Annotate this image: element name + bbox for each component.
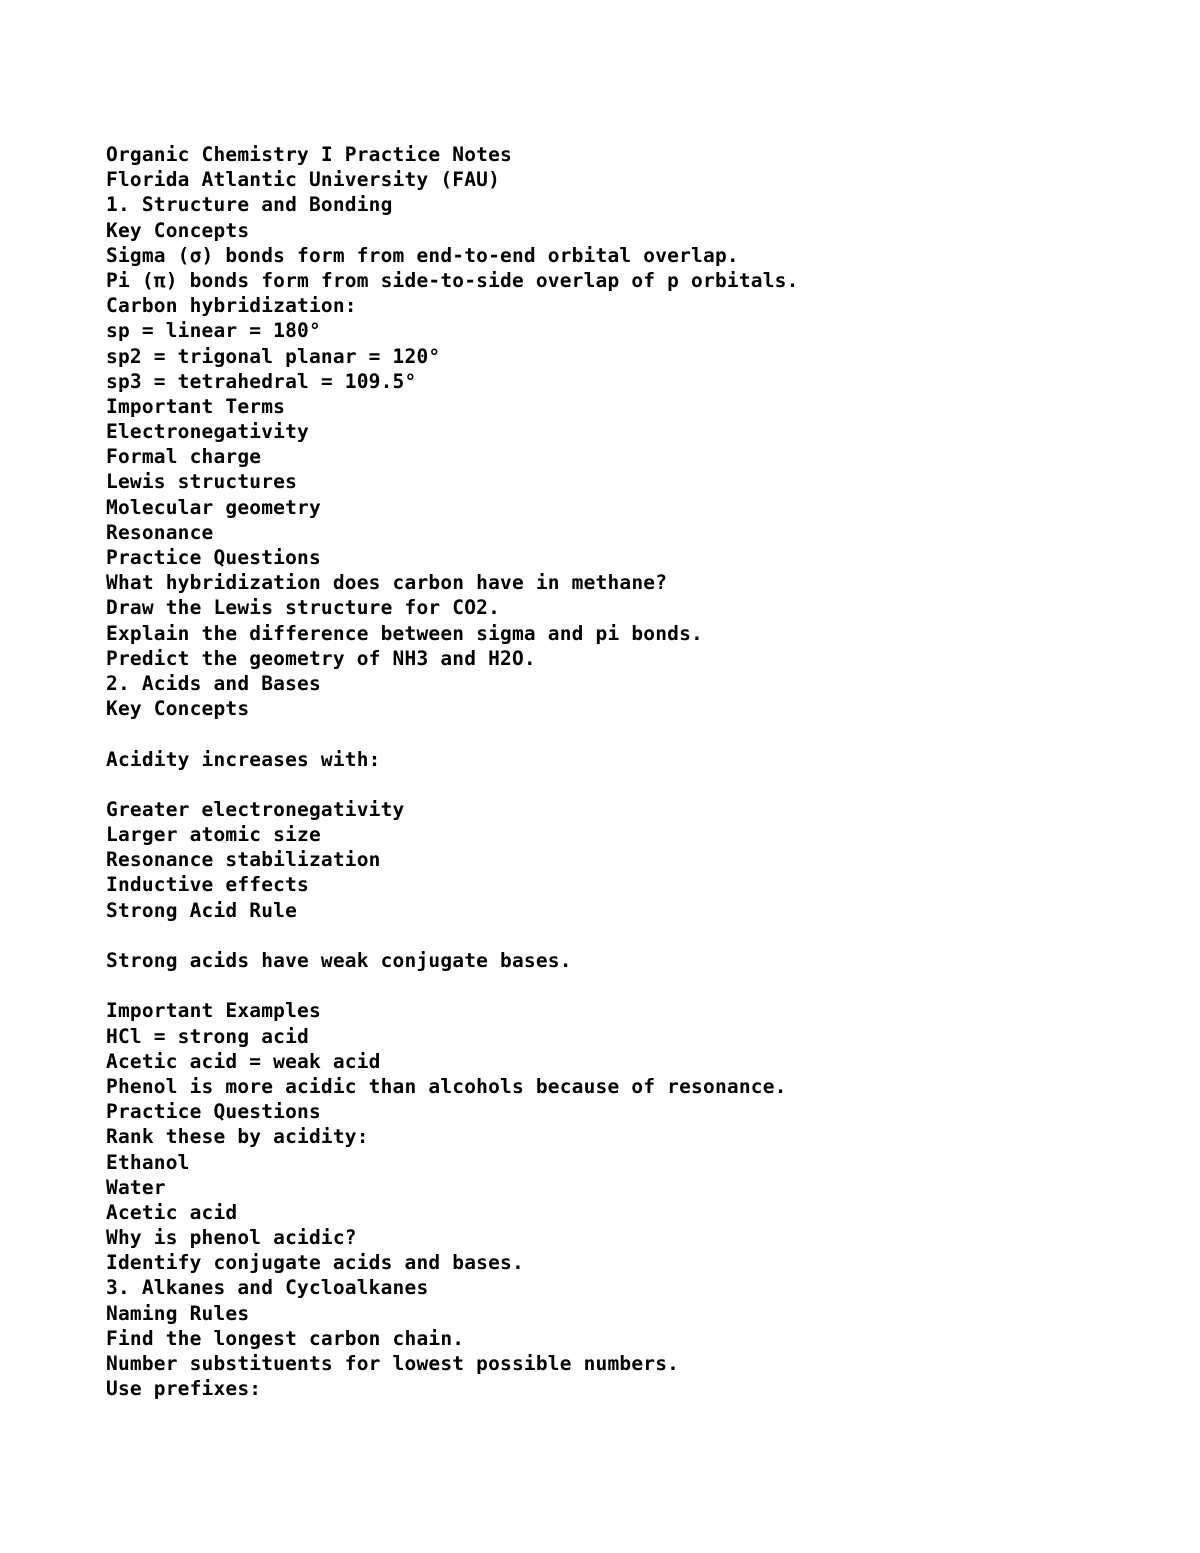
document-subtitle: Florida Atlantic University (FAU)	[106, 168, 501, 192]
text-line: Resonance stabilization	[106, 848, 381, 872]
text-line: Rank these by acidity:	[106, 1125, 369, 1149]
text-line: sp2 = trigonal planar = 120°	[106, 344, 441, 368]
text-line: Electronegativity	[106, 420, 309, 444]
text-line: Resonance	[106, 520, 214, 544]
text-line: What hybridization does carbon have in methane?	[106, 571, 668, 595]
text-line: Pi (π) bonds form from side-to-side overlap of p orbitals.	[106, 268, 799, 292]
text-line: Lewis structures	[106, 470, 298, 494]
text-line: Ethanol	[106, 1150, 190, 1174]
text-line: Water	[106, 1175, 166, 1199]
document-text	[106, 142, 799, 1401]
text-line: Use prefixes:	[106, 1377, 262, 1401]
text-line: Predict the geometry of NH3 and H2O.	[106, 646, 536, 670]
text-line: Inductive effects	[106, 873, 309, 897]
text-line: HCl = strong acid	[106, 1024, 309, 1048]
text-line: Phenol is more acidic than alcohols because of resonance.	[106, 1074, 787, 1098]
text-line: Explain the difference between sigma and pi bonds.	[106, 621, 703, 645]
text-line: Larger atomic size	[106, 823, 321, 847]
text-line: Identify conjugate acids and bases.	[106, 1251, 524, 1275]
text-line: Greater electronegativity	[106, 797, 405, 821]
text-line: Sigma (σ) bonds form from end-to-end orbital overlap.	[106, 243, 739, 267]
text-line: Formal charge	[106, 445, 262, 469]
text-line: Why is phenol acidic?	[106, 1226, 357, 1250]
text-line: Carbon hybridization:	[106, 294, 357, 318]
blank-line	[106, 973, 799, 998]
section-heading: 1. Structure and Bonding	[106, 193, 393, 217]
text-line: Strong acids have weak conjugate bases.	[106, 949, 572, 972]
subsection-heading: Key Concepts	[106, 697, 250, 721]
subsection-heading: Important Examples	[106, 999, 321, 1023]
text-line: Find the longest carbon chain.	[106, 1326, 465, 1350]
text-line: sp = linear = 180°	[106, 319, 321, 343]
blank-line	[106, 721, 799, 746]
text-line: Acetic acid = weak acid	[106, 1049, 381, 1073]
text-line: Molecular geometry	[106, 495, 321, 519]
subsection-heading: Important Terms	[106, 394, 286, 418]
subsection-heading: Strong Acid Rule	[106, 898, 298, 922]
document-title: Organic Chemistry I Practice Notes	[106, 143, 512, 166]
text-line: Acetic acid	[106, 1200, 238, 1224]
blank-line	[106, 772, 799, 797]
text-line: Number substituents for lowest possible numbers.	[106, 1352, 680, 1375]
text-line: Draw the Lewis structure for CO2.	[106, 596, 501, 620]
subsection-heading: Practice Questions	[106, 1100, 321, 1124]
subsection-heading: Naming Rules	[106, 1301, 250, 1325]
subsection-heading: Key Concepts	[106, 218, 250, 242]
subsection-heading: Practice Questions	[106, 546, 321, 569]
blank-line	[106, 923, 799, 948]
text-line: sp3 = tetrahedral = 109.5°	[106, 369, 417, 393]
text-line: Acidity increases with:	[106, 747, 381, 771]
section-heading: 2. Acids and Bases	[106, 671, 321, 695]
section-heading: 3. Alkanes and Cycloalkanes	[106, 1276, 429, 1300]
